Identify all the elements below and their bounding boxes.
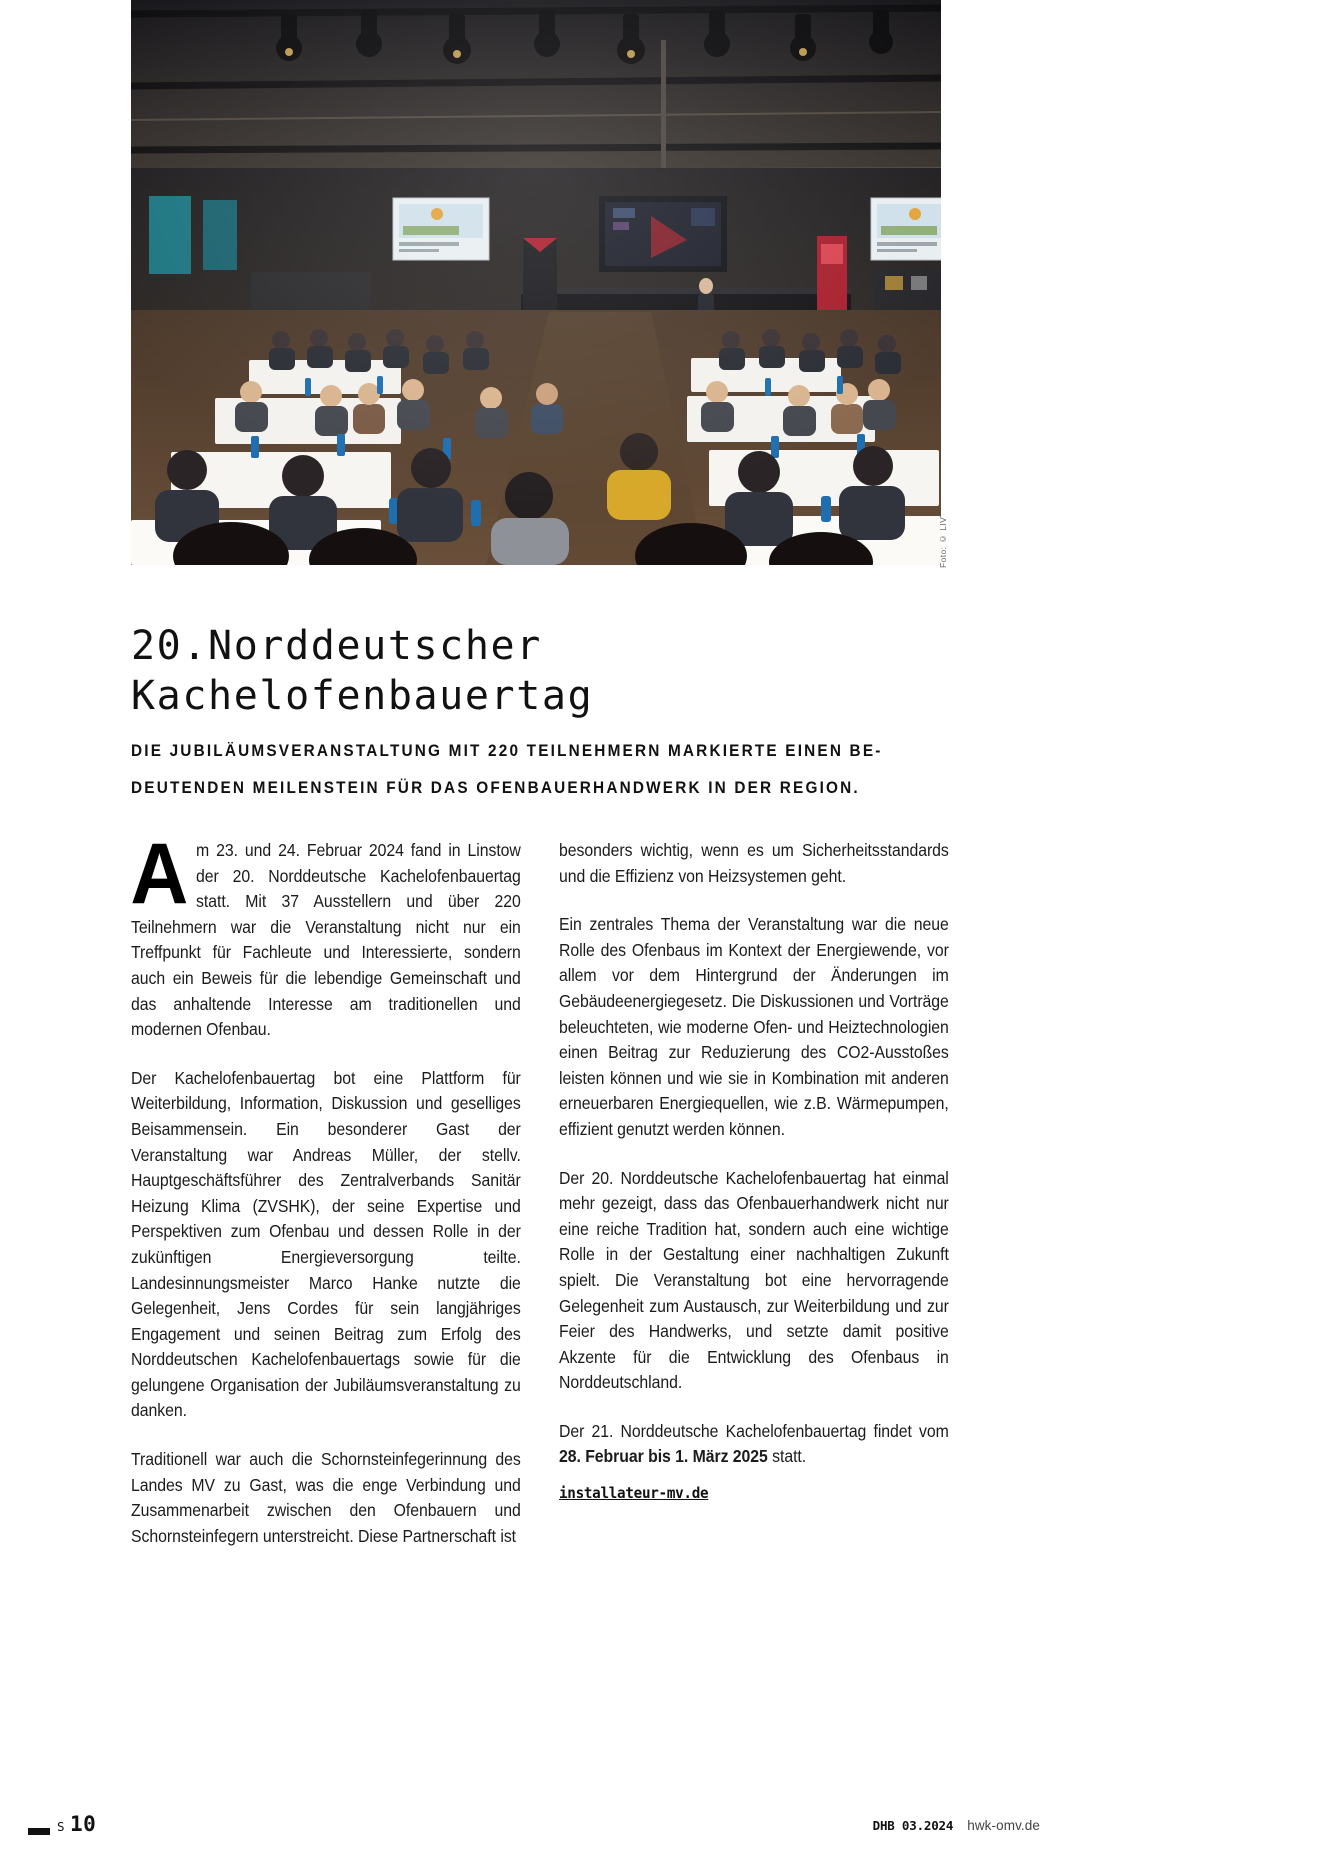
paragraph <box>559 1166 949 1396</box>
column-left <box>130 826 521 1572</box>
footer-website[interactable]: hwk-omv.de <box>967 1818 1040 1833</box>
paragraph <box>131 1066 521 1424</box>
article-body <box>130 826 949 1718</box>
drop-cap: A <box>130 826 189 922</box>
closing-suffix: statt. <box>767 1446 807 1467</box>
article-weblink[interactable]: installateur-mv.de <box>559 1484 709 1503</box>
column-right <box>559 838 949 1502</box>
headline-line-2: Kachelofenbauertag <box>131 672 594 719</box>
footer-rule <box>28 1828 50 1835</box>
photo-credit: Foto: © LIV <box>938 516 948 568</box>
footer-meta <box>873 1818 1040 1833</box>
headline-line-1: 20.Norddeutscher <box>131 622 542 669</box>
paragraph <box>559 838 949 889</box>
conference-hall-photo-illustration <box>131 0 941 565</box>
paragraph <box>130 826 521 1043</box>
paragraph-text: Der 20. Norddeutsche Kachelofenbauertag hat einmal mehr gezeigt, dass das Ofenbauerhandwerk nicht nur eine reiche Tradition hat, sondern auch eine wichtige Rolle in der Gestaltung einer nachhaltigen Zukunft spielt. Die Veranstaltung bot eine hervorragende Gelegenheit zum Austausch, zur Weiterbildung und zur Feier des Handwerks, und setzte damit positive Akzente für die Entwicklung des Ofenbaus in Norddeutschland. <box>559 1167 949 1393</box>
footer-issue: DHB 03.2024 <box>872 1818 954 1833</box>
footer-page-number: 10 <box>70 1812 97 1836</box>
paragraph-text: m 23. und 24. Februar 2024 fand in Linstow der 20. Norddeutsche Kachelofenbauertag statt. Mit 37 Ausstellern und über 220 Teilnehmern war die Veranstaltung nicht nur ein Treffpunkt für Fachleute und Interessierte, sondern auch ein Beweis für die lebendige Gemeinschaft und das anhaltende Interesse am traditionellen und modernen Ofenbau. <box>131 840 521 1040</box>
standfirst-line-2: DEUTENDEN MEILENSTEIN FÜR DAS OFENBAUERHANDWERK IN DER REGION. <box>131 779 860 797</box>
closing-paragraph <box>559 1419 949 1470</box>
paragraph <box>131 1447 521 1549</box>
standfirst <box>131 733 931 807</box>
paragraph <box>559 912 949 1142</box>
paragraph-text: besonders wichtig, wenn es um Sicherheitsstandards und die Effizienz von Heizsystemen geht. <box>559 840 949 886</box>
closing-date: 28. Februar bis 1. März 2025 <box>559 1446 768 1467</box>
paragraph-text: Ein zentrales Thema der Veranstaltung war die neue Rolle des Ofenbaus im Kontext der Energiewende, vor allem vor dem Hintergrund der Änderungen im Gebäudeenergiegesetz. Die Diskussionen und Vorträge beleuchteten, wie moderne Ofen- und Heiztechnologien einen Beitrag zur Reduzierung des CO2-Ausstoßes leisten können und wie sie in Kombination mit anderen erneuerbaren Energiequellen, wie z.B. Wärmepumpen, effizient genutzt werden können. <box>559 914 949 1139</box>
footer-section-mark: S <box>57 1819 66 1834</box>
page-title <box>131 621 1031 721</box>
standfirst-line-1: DIE JUBILÄUMSVERANSTALTUNG MIT 220 TEILNEHMERN MARKIERTE EINEN BE- <box>131 742 883 760</box>
hero-photo <box>131 0 941 565</box>
footer-page-marker <box>57 1812 96 1836</box>
paragraph-text: Traditionell war auch die Schornsteinfegerinnung des Landes MV zu Gast, was die enge Verbindung und Zusammenarbeit zwischen den Ofenbauern und Schornsteinfegern unterstreicht. Diese Partnerschaft ist <box>131 1449 521 1546</box>
paragraph-text: Der Kachelofenbauertag bot eine Plattform für Weiterbildung, Information, Diskussion und geselliges Beisammensein. Ein besonderer Gast der Veranstaltung war Andreas Müller, der stellv. Hauptgeschäftsführer des Zentralverbands Sanitär Heizung Klima (ZVSHK), der seine Expertise und Perspektiven zum Ofenbau und dessen Rolle in der zukünftigen Energieversorgung teilte. Landesinnungsmeister Marco Hanke nutzte die Gelegenheit, Jens Cordes für sein langjähriges Engagement und seinen Beitrag zum Erfolg des Norddeutschen Kachelofenbauertags sowie für die gelungene Organisation der Jubiläumsveranstaltung zu danken. <box>131 1067 521 1421</box>
closing-prefix: Der 21. Norddeutsche Kachelofenbauertag findet vom <box>559 1420 949 1441</box>
